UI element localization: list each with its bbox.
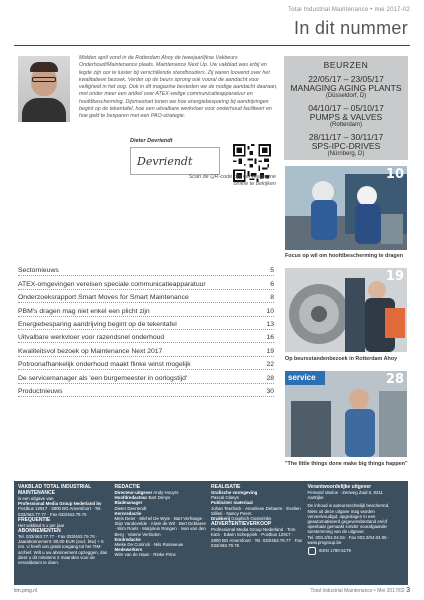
toc-page: 22 [266,361,274,369]
colophon-heading: VAKBLAD TOTAL INDUSTRIAL MAINTENANCE [18,484,92,496]
toc-item[interactable] [18,317,274,330]
colophon-value: Mels Deier · Michel De Wyte · Bart Verhaege · Stijn Vandevelde · Alwin de Wit · Bert Deblaere · Wim Roels · Marjolein Rongen · Ivan van den Berg · Valerie Verlinden [114,516,206,537]
fair-item [288,104,404,128]
colophon-heading: REDACTIE [114,484,141,490]
toc-page: 28 [266,374,274,382]
colophon-value: Graphich Oosterinks [231,516,272,522]
author-signature: Devriendt [130,147,220,175]
toc-page: 10 [266,307,274,315]
colophon-heading: ABONNEMENTEN [18,528,61,535]
colophon-label: Drukkerij [211,516,231,522]
colophon-column-legal [308,484,405,582]
page-title: In dit nummer [294,18,408,38]
photo-caption: "The little things done make big things happen" [285,461,408,467]
toc-title: ATEX-omgevingen vereisen speciale communicatieapparatuur [18,280,206,288]
qr-caption: Scan de QR-code om het magazine online te bekijken [188,174,276,187]
fair-item [288,75,404,99]
colophon-label: Publiciteir materiaal [211,500,253,506]
colophon-label: Hoofdredacteur [114,495,148,501]
colophon [14,481,408,585]
colophon-value: Professional Media Group Nederland · Tom Kats · Edwin Scheppink · Postbus 12917 · 2800 BG Amersfoort · Tel. 033/463.79.77 · Fax 033/463.79.76 [211,527,302,548]
toc-title: Uitvalbare werkvloer voor razendsnel onderhoud [18,334,165,342]
colophon-value: Mieke De Coninck · Nils Rosseeuw [114,542,184,548]
toc-page: 19 [266,347,274,355]
toc-title: Productnieuws [18,387,63,395]
header-divider [14,45,410,46]
toc-title: Energiebesparing aandrijving begint op de tekentafel [18,320,177,328]
colophon-value: Femand Vanloe · Zeeweg Zuid 5, 8211 Aartrijke [307,490,383,501]
toc-title: Kwaliteitsvol bezoek op Maintenance Next 2017 [18,347,163,355]
toc-page: 13 [266,320,274,328]
website-link[interactable]: tim.pmg.nl [14,588,38,594]
article-photo-helmet[interactable] [285,166,407,250]
toc-title: Sectornieuws [18,267,59,275]
fair-item [288,133,404,157]
colophon-label: Bladmanager [114,500,143,506]
colophon-value: Bart Denys [148,495,171,501]
toc-item[interactable] [18,290,274,303]
fair-name: MANAGING AGING PLANTS [290,83,402,93]
photo-page-number: 28 [385,372,404,387]
toc-item[interactable] [18,263,274,276]
trade-fairs-box [284,56,408,160]
photo-page-number: 10 [385,167,404,182]
toc-page: 16 [266,334,274,342]
issn-number: ISSN 1780-5179 [318,548,351,554]
fair-dates: 22/05/17 – 23/05/17 [308,74,384,84]
toc-page: 8 [270,294,274,302]
colophon-text: Tel. 003.2/04.04.04 · Fax 003.2/04.04.05 · www.pmgroup.be [307,534,390,545]
colophon-value: Andy Hooyrs [153,490,179,495]
toc-item[interactable] [18,384,274,397]
footer-magazine: Total Industrial Maintenance • Mei 2017/02 [310,588,405,594]
colophon-column-publisher [18,484,115,582]
colophon-text: De inhoud is auteursrechtelijk beschermd. Niets uit deze uitgave mag worden verveelvoudigd, opgeslagen in een geautomatiseerd gegevensbestand en/of openbaar gemaakt zonder voorafgaande toestemming van de uitgever. [307,503,390,535]
magazine-header: Total Industrial Maintenance • mei 2017-02 [288,7,410,13]
toc-page: 5 [270,267,274,275]
toc-item[interactable] [18,370,274,383]
toc-page: 6 [270,280,274,288]
colophon-text: Postbus 12917 · 2800 BG Amersfoort · Tel. 033/463.77.77 · Fax 033/463.79.76 [18,506,102,517]
photo-caption: Op beursstandenbezoek in Rotterdam Ahoy [285,356,398,362]
article-photo-service[interactable] [285,371,407,457]
colophon-heading: ADVERTENTIEVERKOOP [211,521,272,528]
fair-location: (Nürnberg, D) [327,151,365,157]
fair-name: PUMPS & VALVES [309,112,383,122]
editorial-text: Midden april vond in de Rotterdam Ahoy de tweejaarlijkse Vakbeurs Onderhoud/Maintenance plaats. Maintenance Next Up. Uw vakblad was erbij en legde zijn oor te luister bij verschillende standhouders. Zij waren loovend over het kwalitatieve bezoek. Verder op de beurs sprong ook vooral de aandacht voor veiligheid in het oog. Ook in dit magazine besteden we de nodige aandacht daaraan, met onder meer een artikel over ATEX-veilige communicatieapparatuur en hoofdbescherming. Dijsmastoet tonen we hoe energiebesparing bij aandrijvingen begint op de tekentafel, hoe een uitvalbare werkvloer voor onderhoud faciliteert en hoe geld te besparen met een PAO-strategie. [79,55,278,120]
colophon-label: Eindredactie [114,536,141,542]
colophon-column-editorial [115,484,212,582]
photo-page-number: 19 [385,269,404,284]
page-number: 3 [406,587,410,594]
table-of-contents [18,263,274,397]
service-sign: service [288,373,316,382]
author-portrait [18,56,70,122]
toc-page: 30 [266,387,274,395]
trade-fairs-title: BEURZEN [323,60,369,70]
colophon-text: Professional Media Group Nederland bv [18,501,102,507]
fair-dates: 28/11/17 – 30/11/17 [308,132,384,142]
colophon-value: Johan Teerlinck · Anneliese Debaere · Evelien Sillieti · Nancy Peers [211,505,301,516]
colophon-value: Dieter Devriendt [114,505,147,511]
photo-caption: Focus op wil om hoofdbescherming te dragen [285,253,404,259]
toc-title: PBM's dragen mag niet enkel een plicht zijn [18,307,150,315]
colophon-text: is een uitgave van [18,496,54,501]
toc-title: De servicemanager als 'een burgemeester in oorlogstijd' [18,374,188,382]
colophon-text: Tel. 033/463.77.77 · Fax 033/463.79.76 · Jaarabonnement: 80,00 EUR (excl. btw) + 5 nrs. U heeft van gratis toegang tot het TIM-archief. Wilt u uw abonnement opzeggen, dan dient u dit minstens 2 maanden voor de vervaldatum te doen. [18,534,108,566]
page-footer [310,587,410,594]
toc-title: Potroonafhankelijk onderhoud maakt flinke winst mogelijk [18,361,191,369]
author-name: Dieter Devriendt [130,138,173,144]
toc-title: Onderzoeksrapport Smart Moves for Smart Maintenance [18,294,189,302]
colophon-heading: Verantwoordelijke uitgever [307,484,372,490]
colophon-heading: FREQUENTIE [18,516,51,523]
colophon-label: Directeur-uitgever [114,490,153,495]
colophon-label: Medewerkers [114,547,143,553]
fair-location: (Rotterdam) [329,122,362,128]
colophon-text: Het vakblad 5 x per jaar [18,522,65,528]
fair-name: SPS-IPC-DRIVES [311,141,381,151]
colophon-value: Wim van de Haan · Rinke Prins [114,552,176,558]
toc-item[interactable] [18,303,274,316]
colophon-label: Kernredactie [114,510,142,516]
article-photo-fair[interactable] [285,268,407,352]
colophon-value: Pascal Claeys [211,495,239,501]
fair-dates: 04/10/17 – 05/10/17 [308,103,384,113]
toc-item[interactable] [18,276,274,289]
toc-item[interactable] [18,343,274,356]
colophon-heading: REALISATIE [211,484,241,490]
colophon-column-production [211,484,308,582]
certification-logo-icon [308,547,316,555]
fair-location: (Düsseldorf, D) [325,93,367,99]
toc-item[interactable] [18,357,274,370]
colophon-label: Grafische vormgeving [211,490,258,495]
toc-item[interactable] [18,330,274,343]
